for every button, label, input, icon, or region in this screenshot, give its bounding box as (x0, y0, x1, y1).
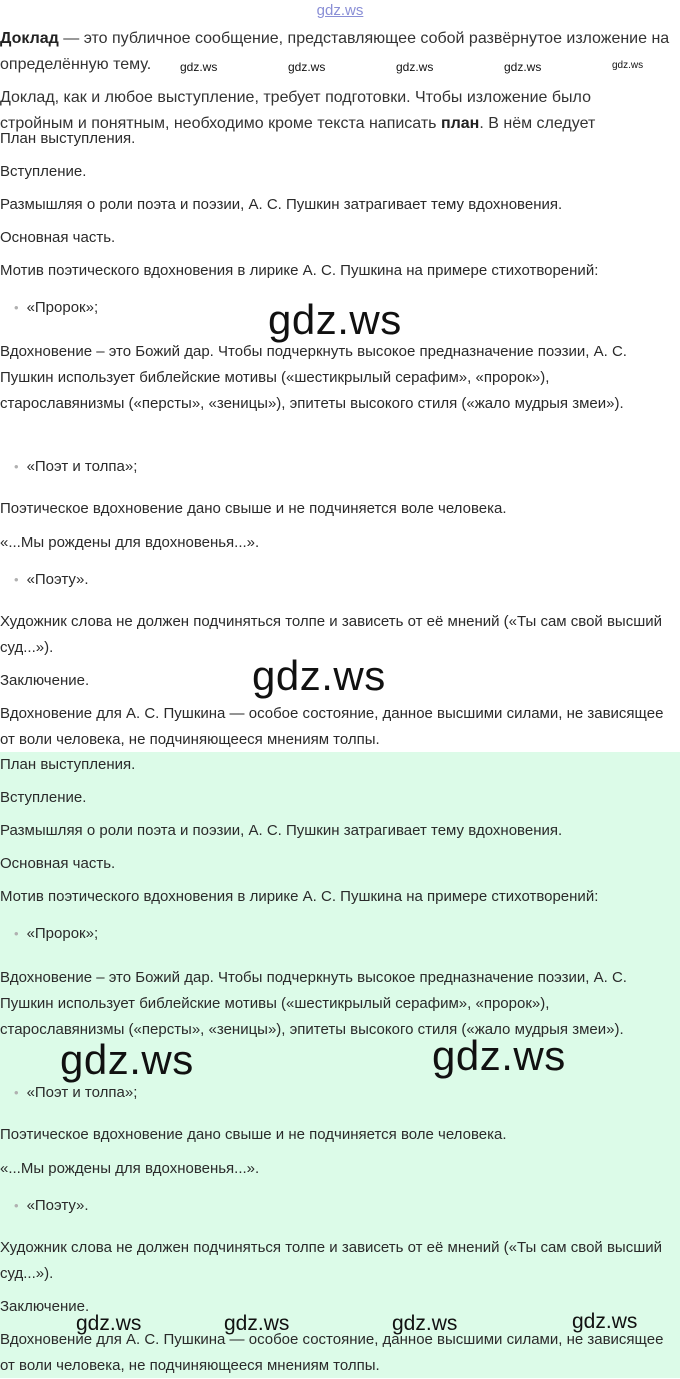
intro-definition (0, 26, 676, 78)
section-heading: Основная часть. (0, 229, 116, 246)
paragraph: Художник слова не должен подчиняться толпе и зависеть от её мнений («Ты сам свой высший суд...»). (0, 1239, 663, 1282)
paragraph: Мотив поэтического вдохновения в лирике А. С. Пушкина на примере стихотворений: (0, 262, 599, 279)
watermark: gdz.ws (76, 1312, 142, 1335)
paragraph: Мотив поэтического вдохновения в лирике А. С. Пушкина на примере стихотворений: (0, 888, 599, 905)
intro-term: Доклад (0, 30, 59, 47)
paragraph: Размышляя о роли поэта и поэзии, А. С. Пушкин затрагивает тему вдохновения. (0, 196, 563, 213)
paragraph: Поэтическое вдохновение дано свыше и не подчиняется воле человека. (0, 500, 507, 517)
plan-title: План выступления. (0, 756, 136, 773)
watermark: gdz.ws (396, 60, 434, 74)
watermark: gdz.ws (268, 296, 402, 343)
watermark: gdz.ws (224, 1312, 290, 1335)
watermark: gdz.ws (572, 1310, 638, 1333)
paragraph: Художник слова не должен подчиняться толпе и зависеть от её мнений («Ты сам свой высший суд...»). (0, 613, 663, 656)
watermark: gdz.ws (504, 60, 542, 74)
list-item: • «Пророк»; (14, 295, 98, 321)
watermark: gdz.ws (252, 652, 386, 699)
paragraph: Поэтическое вдохновение дано свыше и не подчиняется воле человека. (0, 1126, 507, 1143)
list-item: • «Поэт и толпа»; (14, 1080, 137, 1106)
watermark: gdz.ws (180, 60, 218, 74)
list-item: • «Пророк»; (14, 921, 98, 947)
intro-definition-text: — это публичное сообщение, представляющее собой развёрнутое изложение на определённую тему. (0, 30, 670, 73)
paragraph: Вдохновение – это Божий дар. Чтобы подчеркнуть высокое предназначение поэзии, А. С. Пушкин использует библейские мотивы («шестикрылый серафим», «пророк»), старославянизмы («персты», «зеницы»), эпитеты высокого стиля («жало мудрыя змеи»). (0, 343, 627, 412)
section-heading: Вступление. (0, 163, 87, 180)
section-heading: Заключение. (0, 1298, 90, 1315)
site-link[interactable]: gdz.ws (316, 2, 364, 19)
intro-clipped-text (0, 85, 680, 132)
list-item: • «Поэт и толпа»; (14, 454, 137, 480)
section-heading: Вступление. (0, 789, 87, 806)
paragraph: Вдохновение для А. С. Пушкина — особое состояние, данное высшими силами, не зависящее от воли человека, не подчиняющееся мнениям толпы. (0, 1331, 664, 1374)
watermark: gdz.ws (60, 1036, 194, 1083)
section-heading: Основная часть. (0, 855, 116, 872)
paragraph: Вдохновение – это Божий дар. Чтобы подчеркнуть высокое предназначение поэзии, А. С. Пушкин использует библейские мотивы («шестикрылый серафим», «пророк»), старославянизмы («персты», «зеницы»), эпитеты высокого стиля («жало мудрыя змеи»). (0, 969, 627, 1038)
paragraph: Размышляя о роли поэта и поэзии, А. С. Пушкин затрагивает тему вдохновения. (0, 822, 563, 839)
section-heading: Заключение. (0, 672, 90, 689)
list-item: • «Поэту». (14, 567, 89, 593)
intro-line: Доклад, как и любое выступление, требует подготовки. Чтобы изложение было (0, 89, 591, 106)
list-item: • «Поэту». (14, 1193, 89, 1219)
quote: «...Мы рождены для вдохновенья...». (0, 534, 260, 551)
watermark: gdz.ws (288, 60, 326, 74)
watermark: gdz.ws (612, 60, 644, 71)
watermark: gdz.ws (432, 1032, 566, 1079)
plan-title: План выступления. (0, 130, 136, 147)
paragraph: Вдохновение для А. С. Пушкина — особое состояние, данное высшими силами, не зависящее от воли человека, не подчиняющееся мнениям толпы. (0, 705, 664, 748)
watermark: gdz.ws (392, 1312, 458, 1335)
quote: «...Мы рождены для вдохновенья...». (0, 1160, 260, 1177)
intro-line: стройным и понятным, необходимо кроме текста написать план. В нём следует (0, 115, 596, 132)
